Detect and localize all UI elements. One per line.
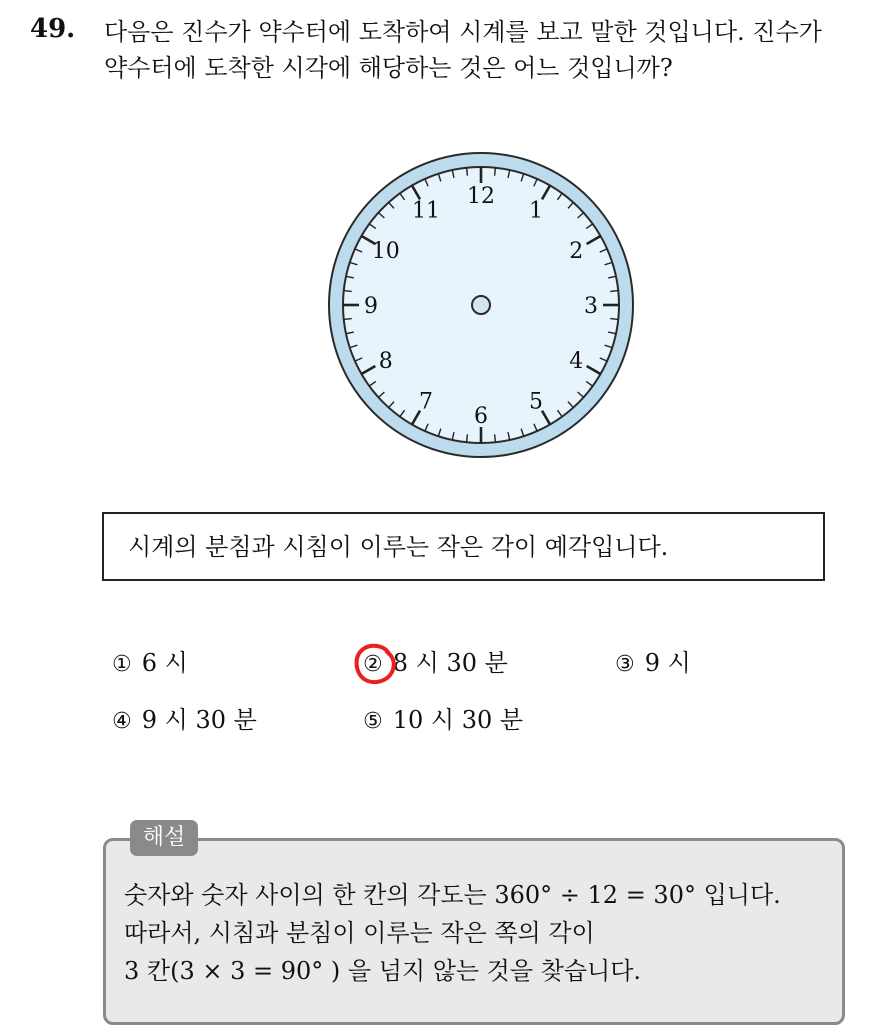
- choice-3[interactable]: [615, 648, 691, 680]
- clock-numeral-10: 10: [371, 239, 400, 264]
- clock-numeral-6: 6: [474, 404, 488, 429]
- choice-2-text: 8 시 30 분: [392, 649, 508, 677]
- clock-numeral-3: 3: [584, 294, 598, 319]
- clock-numeral-11: 11: [412, 198, 440, 224]
- explanation-text: [124, 876, 834, 990]
- clock-numeral-4: 4: [569, 349, 584, 374]
- clock-minute-tick: [467, 434, 468, 442]
- choice-5-text: 10 시 30 분: [392, 706, 524, 734]
- clock-center-pin: [472, 296, 490, 314]
- clock-minute-tick: [495, 434, 496, 442]
- choice-1[interactable]: [112, 648, 188, 680]
- question-text: [104, 14, 874, 86]
- explanation-tag: 해설: [130, 820, 198, 856]
- choice-1-text: 6 시: [141, 649, 188, 677]
- choice-5-mark: ⑤: [363, 709, 383, 734]
- choice-4-mark: ④: [112, 709, 132, 734]
- clock-minute-tick: [344, 319, 352, 320]
- question-line-2: 약수터에 도착한 시각에 해당하는 것은 어느 것입니까?: [104, 54, 673, 82]
- explanation-line-3: 3 칸(3 × 3 = 90° ) 을 넘지 않는 것을 찾습니다.: [124, 957, 642, 985]
- clock-numeral-9: 9: [364, 294, 378, 319]
- clock-minute-tick: [610, 291, 618, 292]
- explanation-line-2: 따라서, 시침과 분침이 이루는 작은 쪽의 각이: [124, 919, 595, 947]
- clock-numeral-7: 7: [419, 389, 433, 415]
- clock-minute-tick: [495, 168, 496, 176]
- answer-circle-mark: [352, 640, 398, 686]
- choice-2-mark: ②: [363, 652, 383, 677]
- clock-figure: [326, 150, 636, 460]
- clock-minute-tick: [610, 319, 618, 320]
- choice-3-mark: ③: [615, 652, 635, 677]
- clock-numeral-12: 12: [467, 184, 495, 209]
- question-number: 49.: [30, 14, 76, 44]
- choice-4-text: 9 시 30 분: [141, 706, 257, 734]
- clock-minute-tick: [467, 168, 468, 176]
- clock-numeral-5: 5: [529, 389, 543, 415]
- question-line-1: 다음은 진수가 약수터에 도착하여 시계를 보고 말한 것입니다. 진수가: [104, 18, 822, 46]
- condition-statement: 시계의 분침과 시침이 이루는 작은 각이 예각입니다.: [102, 512, 825, 581]
- clock-minute-tick: [344, 291, 352, 292]
- choice-4[interactable]: [112, 705, 257, 737]
- choice-1-mark: ①: [112, 652, 132, 677]
- clock-numeral-8: 8: [378, 349, 393, 374]
- choice-5[interactable]: [363, 705, 523, 737]
- clock-numeral-1: 1: [529, 198, 543, 224]
- explanation-line-1: 숫자와 숫자 사이의 한 칸의 각도는 360° ÷ 12 = 30° 입니다.: [124, 881, 781, 909]
- clock-numeral-2: 2: [569, 239, 584, 264]
- choice-3-text: 9 시: [644, 649, 691, 677]
